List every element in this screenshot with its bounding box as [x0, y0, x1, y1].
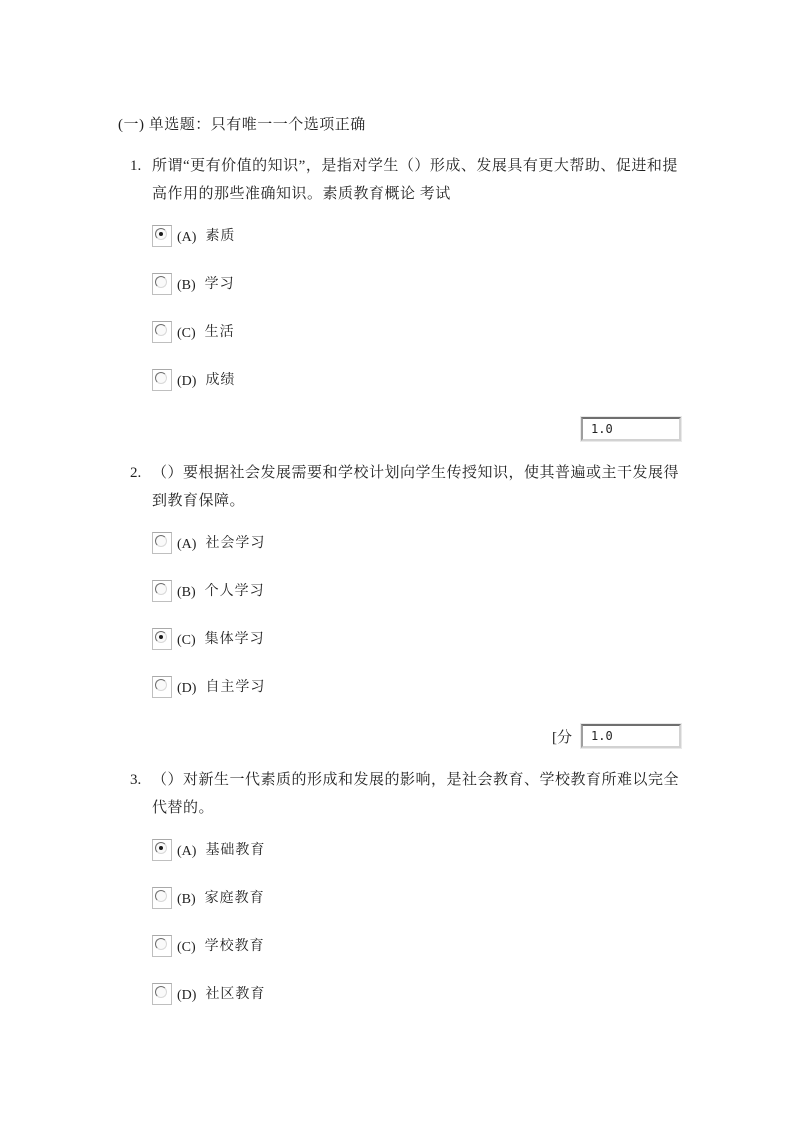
- question-1-text-row: [118, 152, 682, 208]
- option-row: [152, 983, 682, 1005]
- option-text: 素质: [205, 229, 236, 244]
- radio-button[interactable]: [152, 887, 172, 909]
- question-block-1: [118, 152, 682, 442]
- option-text: 个人学习: [204, 584, 265, 599]
- option-label: (D): [177, 374, 197, 389]
- option-text: 成绩: [205, 373, 236, 388]
- radio-circle-icon: [155, 372, 167, 384]
- option-label: (A): [177, 230, 197, 245]
- question-2-text-row: [118, 459, 682, 515]
- option-label: (B): [177, 892, 196, 907]
- radio-button[interactable]: [152, 676, 172, 698]
- question-text: （）对新生一代素质的形成和发展的影响，是社会教育、学校教育所难以完全代替的。: [152, 772, 680, 816]
- radio-button[interactable]: [152, 532, 172, 554]
- option-row: [152, 225, 682, 247]
- question-number: 1.: [130, 158, 142, 174]
- radio-button[interactable]: [152, 369, 172, 391]
- score-input[interactable]: [581, 724, 681, 748]
- option-text: 家庭教育: [204, 891, 265, 906]
- radio-button[interactable]: [152, 321, 172, 343]
- question-text: 所谓“更有价值的知识”，是指对学生（）形成、发展具有更大帮助、促进和提高作用的那些准确知识。素质教育概论 考试: [152, 158, 678, 202]
- option-text: 学校教育: [204, 939, 265, 954]
- radio-button[interactable]: [152, 225, 172, 247]
- option-row: [152, 887, 682, 909]
- question-block-3: [118, 766, 682, 1005]
- option-label: (C): [177, 940, 196, 955]
- radio-circle-icon: [155, 276, 167, 288]
- score-prefix: [分: [552, 730, 572, 746]
- option-row: [152, 273, 682, 295]
- question-1-options: [118, 225, 682, 391]
- question-2-options: [118, 532, 682, 698]
- radio-dot-icon: [159, 846, 163, 850]
- option-text: 集体学习: [204, 632, 265, 647]
- option-label: (C): [177, 633, 196, 648]
- radio-circle-icon: [155, 890, 167, 902]
- score-input[interactable]: [581, 417, 681, 441]
- radio-circle-icon: [155, 986, 167, 998]
- radio-button[interactable]: [152, 273, 172, 295]
- option-text: 自主学习: [205, 680, 266, 695]
- radio-circle-icon: [155, 631, 167, 643]
- option-label: (C): [177, 326, 196, 341]
- option-row: [152, 532, 682, 554]
- question-text: （）要根据社会发展需要和学校计划向学生传授知识，使其普遍或主干发展得到教育保障。: [152, 465, 680, 509]
- radio-circle-icon: [155, 228, 167, 240]
- radio-dot-icon: [159, 635, 163, 639]
- score-row: [552, 724, 682, 749]
- radio-circle-icon: [155, 535, 167, 547]
- option-label: (B): [177, 585, 196, 600]
- option-text: 学习: [204, 277, 235, 292]
- radio-button[interactable]: [152, 839, 172, 861]
- option-row: [152, 321, 682, 343]
- option-row: [152, 676, 682, 698]
- option-text: 生活: [204, 325, 235, 340]
- radio-button[interactable]: [152, 983, 172, 1005]
- radio-circle-icon: [155, 938, 167, 950]
- option-text: 基础教育: [205, 843, 266, 858]
- option-row: [152, 628, 682, 650]
- radio-circle-icon: [155, 842, 167, 854]
- option-label: (B): [177, 278, 196, 293]
- radio-dot-icon: [159, 232, 163, 236]
- question-number: 3.: [130, 772, 142, 788]
- option-label: (A): [177, 844, 197, 859]
- radio-circle-icon: [155, 679, 167, 691]
- question-3-text-row: [118, 766, 682, 822]
- option-label: (A): [177, 537, 197, 552]
- option-label: (D): [177, 988, 197, 1003]
- option-row: [152, 369, 682, 391]
- question-3-options: [118, 839, 682, 1005]
- score-row: [552, 417, 682, 442]
- radio-button[interactable]: [152, 935, 172, 957]
- radio-circle-icon: [155, 583, 167, 595]
- radio-button[interactable]: [152, 580, 172, 602]
- question-number: 2.: [130, 465, 142, 481]
- radio-circle-icon: [155, 324, 167, 336]
- option-row: [152, 935, 682, 957]
- radio-button[interactable]: [152, 628, 172, 650]
- option-row: [152, 839, 682, 861]
- option-label: (D): [177, 681, 197, 696]
- option-text: 社会学习: [205, 536, 266, 551]
- option-row: [152, 580, 682, 602]
- option-text: 社区教育: [205, 987, 266, 1002]
- section-header: (一) 单选题：只有唯一一个选项正确: [118, 117, 366, 133]
- question-block-2: [118, 459, 682, 749]
